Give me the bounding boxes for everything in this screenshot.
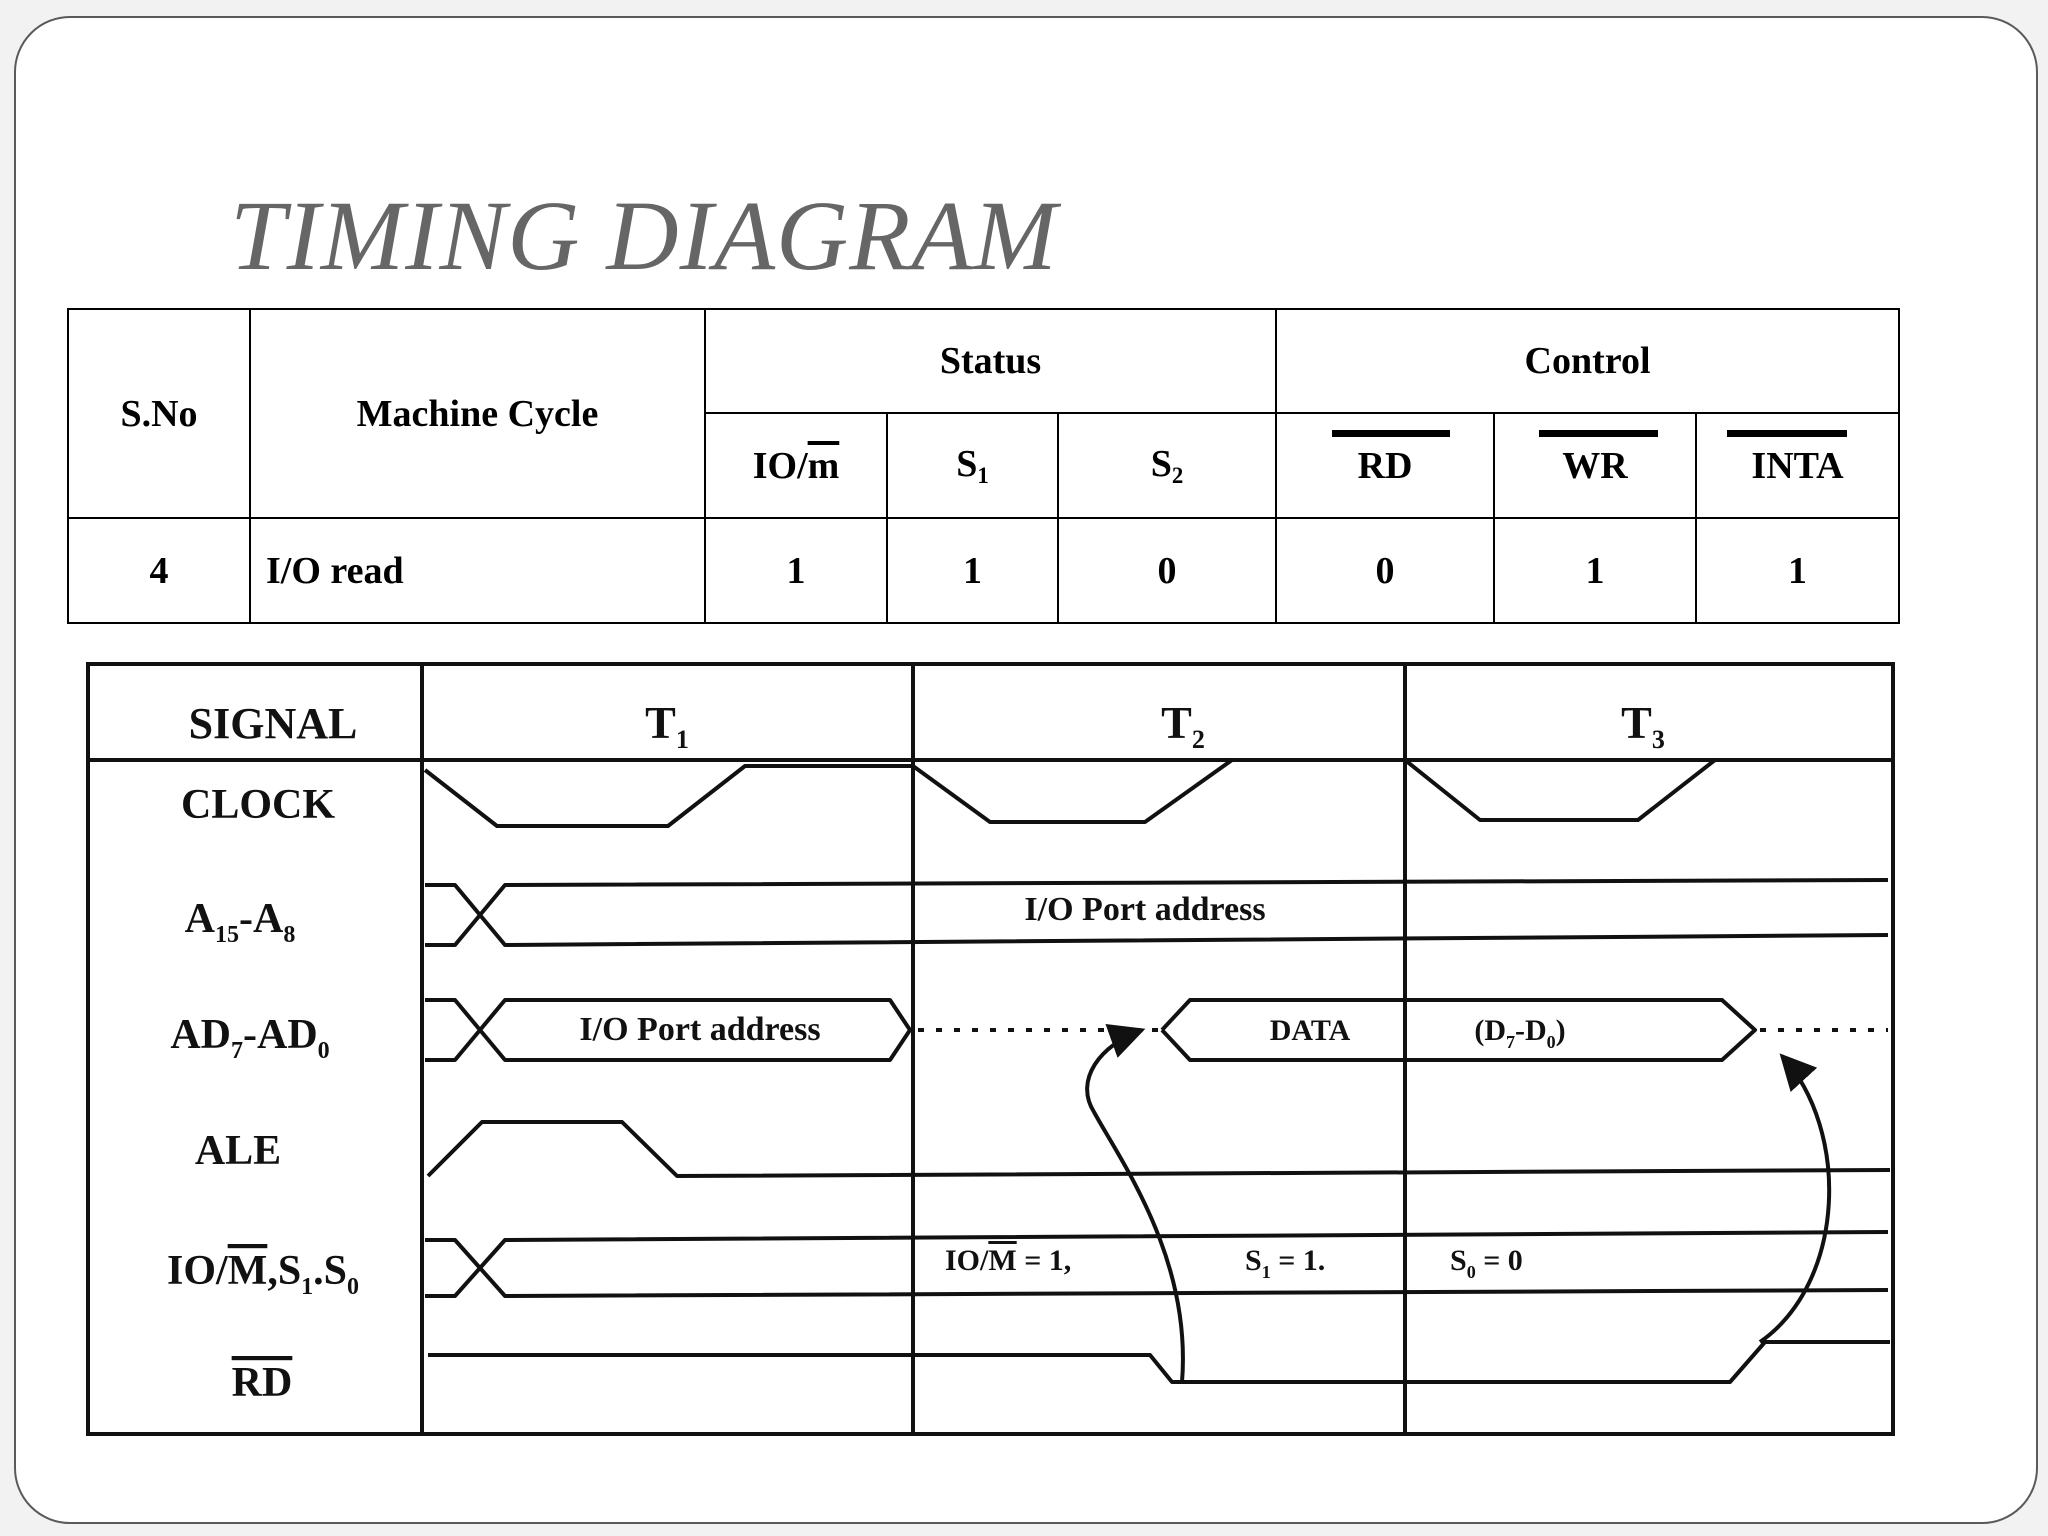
header-wr: WR — [1494, 413, 1696, 518]
t2-label: $T_2$ — [1161, 697, 1205, 754]
cell-rd: 0 — [1276, 518, 1494, 623]
header-machine-cycle: Machine Cycle — [250, 309, 705, 518]
header-inta: INTA — [1696, 413, 1899, 518]
clock-waveform — [425, 760, 1888, 826]
ale-signal-label: ALE — [194, 1128, 282, 1174]
cell-machine-cycle: I/O read — [250, 518, 705, 623]
cell-s1: 1 — [887, 518, 1058, 623]
diagram-frame — [88, 664, 1893, 1434]
io-m-value-label: IO/M = 1, — [945, 1244, 1072, 1277]
rd-to-data-end-arrow — [1760, 1056, 1829, 1342]
diagram-grid — [88, 664, 1893, 1434]
header-s1: $S_1$ — [887, 413, 1058, 518]
header-control: Control — [1276, 309, 1899, 413]
page-title: TIMING DIAGRAM — [230, 180, 1058, 291]
rd-to-data-arrow — [1087, 1030, 1183, 1382]
io-m-s1-s0-signal-label: $IO/M,S_1.S_0$ — [166, 1248, 360, 1300]
rd-signal-label: RD — [231, 1360, 293, 1406]
header-status: Status — [705, 309, 1276, 413]
header-sno: S.No — [68, 309, 250, 518]
a15-a8-signal-label: $A_{15}-A_8$ — [184, 896, 296, 948]
clock-signal-label: CLOCK — [180, 782, 336, 828]
ad7-ad0-signal-label: $AD_7-AD_0$ — [170, 1012, 330, 1064]
cell-inta: 1 — [1696, 518, 1899, 623]
cell-sno: 4 — [68, 518, 250, 623]
rd-waveform — [428, 1342, 1890, 1382]
cell-io-m: 1 — [705, 518, 887, 623]
signal-header: SIGNAL — [188, 699, 358, 748]
data-range-label: $(D_7-D_0)$ — [1474, 1014, 1566, 1052]
t3-label: $T_3$ — [1621, 697, 1665, 754]
cell-wr: 1 — [1494, 518, 1696, 623]
ale-waveform — [428, 1122, 1890, 1176]
t1-label: $T_1$ — [645, 697, 689, 754]
s0-value-label: $S_0 = 0$ — [1450, 1244, 1523, 1282]
header-s2: $S_2$ — [1058, 413, 1276, 518]
status-bus-waveform — [425, 1232, 1888, 1296]
cell-s2: 0 — [1058, 518, 1276, 623]
s1-value-label: $S_1 = 1$. — [1245, 1244, 1326, 1282]
header-io-m: $IO/\overline{m}$ — [705, 413, 887, 518]
data-label: DATA — [1269, 1014, 1351, 1047]
ad7-ad0-data-waveform — [1162, 1000, 1755, 1060]
ad-address-label: I/O Port address — [579, 1011, 821, 1048]
header-rd: RD — [1276, 413, 1494, 518]
a15-a8-address-label: I/O Port address — [1024, 891, 1266, 928]
